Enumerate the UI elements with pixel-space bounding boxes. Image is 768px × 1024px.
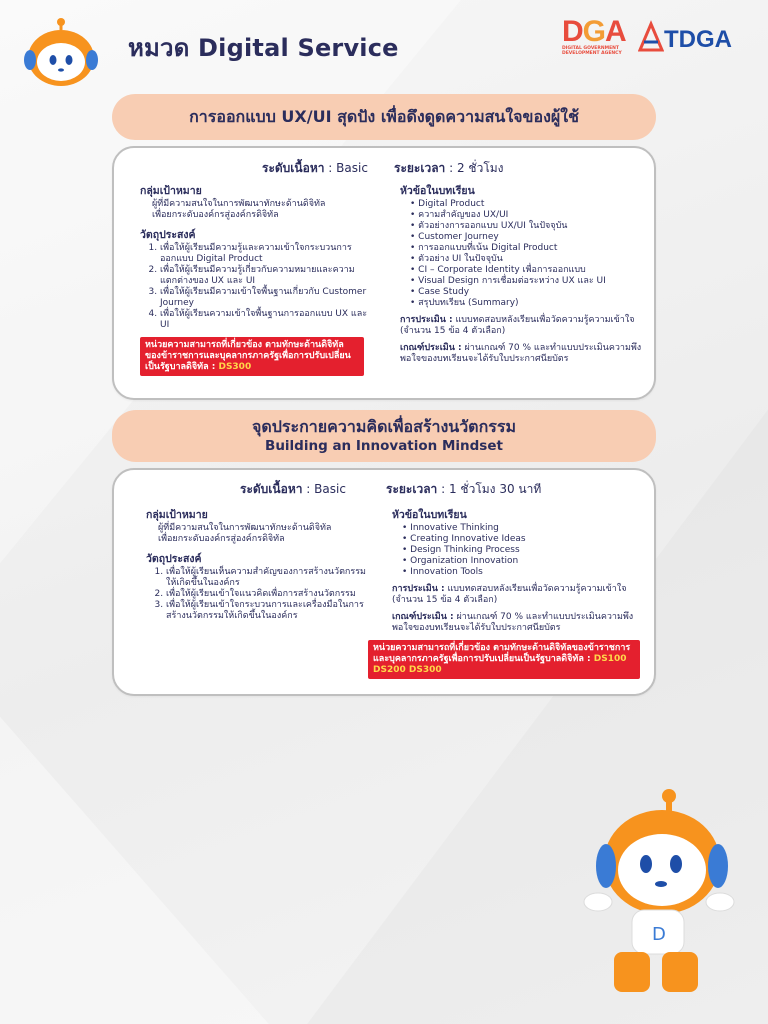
competency-codes: DS300 bbox=[218, 362, 252, 372]
tdga-logo: TDGA bbox=[638, 18, 748, 64]
competency-note: หน่วยความสามารถที่เกี่ยวข้อง ตามทักษะด้านดิจิทัลของข้าราชการและบุคลากรภาครัฐเพื่อการปรับเปลี่ยนเป็นรัฐบาลดิจิทัล : DS300 bbox=[140, 337, 364, 376]
objective-item: 3. เพื่อให้ผู้เรียนเข้าใจกระบวนการและเครื่องมือในการสร้างนวัตกรรมให้เกิดขึ้นในองค์กร bbox=[166, 600, 374, 622]
target-heading: กลุ่มเป้าหมาย bbox=[146, 509, 208, 521]
topic-item: • Creating Innovative Ideas bbox=[402, 534, 642, 545]
evaluation-text: การประเมิน : แบบทดสอบหลังเรียนเพื่อวัดความรู้ความเข้าใจ (จำนวน 15 ข้อ 4 ตัวเลือก) bbox=[400, 315, 635, 336]
topic-item: • ตัวอย่าง UI ในปัจจุบัน bbox=[410, 254, 644, 265]
dga-logo: DGA DIGITAL GOVERNMENT DEVELOPMENT AGENCY bbox=[562, 15, 626, 56]
left-column bbox=[140, 182, 368, 376]
target-line: เพื่อยกระดับองค์กรสู่องค์กรดิจิทัล bbox=[158, 534, 285, 544]
objectives-heading: วัตถุประสงค์ bbox=[140, 229, 196, 241]
course-subtitle: Building an Innovation Mindset bbox=[265, 438, 503, 454]
topic-item: • CI – Corporate Identity เพื่อการออกแบบ bbox=[410, 265, 644, 276]
topics-list bbox=[392, 523, 642, 578]
page-title: หมวด Digital Service bbox=[128, 34, 399, 62]
topics-list bbox=[400, 199, 644, 309]
svg-text:D: D bbox=[652, 924, 666, 945]
duration-meta: ระยะเวลา : 1 ชั่วโมง 30 นาที bbox=[386, 482, 542, 496]
evaluation-text: การประเมิน : แบบทดสอบหลังเรียนเพื่อวัดความรู้ความเข้าใจ (จำนวน 15 ข้อ 4 ตัวเลือก) bbox=[392, 584, 627, 605]
competency-note: หน่วยความสามารถที่เกี่ยวข้อง ตามทักษะด้านดิจิทัลของข้าราชการและบุคลากรภาครัฐเพื่อการปรับเปลี่ยนเป็นรัฐบาลดิจิทัล : DS100 DS200 DS300 bbox=[368, 640, 640, 679]
topic-item: • Innovation Tools bbox=[402, 567, 642, 578]
topics-heading: หัวข้อในบทเรียน bbox=[392, 509, 467, 521]
target-line: เพื่อยกระดับองค์กรสู่องค์กรดิจิทัล bbox=[152, 210, 279, 220]
objective-item: 4. เพื่อให้ผู้เรียนความเข้าใจพื้นฐานการออกแบบ UX และ UI bbox=[160, 309, 368, 331]
level-meta: ระดับเนื้อหา : Basic bbox=[240, 482, 346, 496]
course-title-banner bbox=[112, 410, 656, 462]
topic-item: • Visual Design การเชื่อมต่อระหว่าง UX และ UI bbox=[410, 276, 644, 287]
objectives-heading: วัตถุประสงค์ bbox=[146, 553, 202, 565]
target-heading: กลุ่มเป้าหมาย bbox=[140, 185, 202, 197]
course-title: จุดประกายความคิดเพื่อสร้างนวัตกรรม bbox=[252, 417, 516, 436]
left-column bbox=[146, 506, 374, 622]
objective-item: 1. เพื่อให้ผู้เรียนมีความรู้และความเข้าใจกระบวนการออกแบบ Digital Product bbox=[160, 243, 368, 265]
topic-item: • Organization Innovation bbox=[402, 556, 642, 567]
topic-item: • Digital Product bbox=[410, 199, 644, 210]
criteria-text: เกณฑ์ประเมิน : ผ่านเกณฑ์ 70 % และทำแบบประเมินความพึงพอใจของบทเรียนจะได้รับใบประกาศนียบัตร bbox=[392, 612, 634, 633]
course-title: การออกแบบ UX/UI สุดปัง เพื่อดึงดูดความสนใจของผู้ใช้ bbox=[189, 107, 579, 126]
course-card bbox=[112, 468, 656, 696]
topics-heading: หัวข้อในบทเรียน bbox=[400, 185, 475, 197]
topic-item: • Design Thinking Process bbox=[402, 545, 642, 556]
topic-item: • Case Study bbox=[410, 287, 644, 298]
objective-item: 3. เพื่อให้ผู้เรียนมีความเข้าใจพื้นฐานเกี่ยวกับ Customer Journey bbox=[160, 287, 368, 309]
objectives-list bbox=[146, 567, 374, 622]
criteria-text: เกณฑ์ประเมิน : ผ่านเกณฑ์ 70 % และทำแบบประเมินความพึงพอใจของบทเรียนจะได้รับใบประกาศนียบัตร bbox=[400, 343, 642, 364]
right-column bbox=[392, 506, 642, 634]
objective-item: 1. เพื่อให้ผู้เรียนเห็นความสำคัญของการสร้างนวัตกรรมให้เกิดขึ้นในองค์กร bbox=[166, 567, 374, 589]
objective-item: 2. เพื่อให้ผู้เรียนมีความรู้เกี่ยวกับความหมายและความแตกต่างของ UX และ UI bbox=[160, 265, 368, 287]
target-line: ผู้ที่มีความสนใจในการพัฒนาทักษะด้านดิจิทัล bbox=[158, 523, 332, 533]
topic-item: • Customer Journey bbox=[410, 232, 644, 243]
topic-item: • สรุปบทเรียน (Summary) bbox=[410, 298, 644, 309]
robot-mascot-icon bbox=[574, 786, 736, 1000]
target-line: ผู้ที่มีความสนใจในการพัฒนาทักษะด้านดิจิทัล bbox=[152, 199, 326, 209]
course-title-banner bbox=[112, 94, 656, 140]
topic-item: • ตัวอย่างการออกแบบ UX/UI ในปัจจุบัน bbox=[410, 221, 644, 232]
right-column bbox=[400, 182, 644, 365]
robot-mascot-icon bbox=[24, 16, 98, 88]
competency-codes: DS100 DS200 DS300 bbox=[373, 654, 627, 675]
objectives-list bbox=[140, 243, 368, 331]
course-card bbox=[112, 146, 656, 400]
duration-meta: ระยะเวลา : 2 ชั่วโมง bbox=[394, 161, 504, 175]
objective-item: 2. เพื่อให้ผู้เรียนเข้าใจแนวคิดเพื่อการสร้างนวัตกรรม bbox=[166, 589, 374, 600]
level-meta: ระดับเนื้อหา : Basic bbox=[262, 161, 368, 175]
topic-item: • ความสำคัญของ UX/UI bbox=[410, 210, 644, 221]
topic-item: • Innovative Thinking bbox=[402, 523, 642, 534]
topic-item: • การออกแบบที่เน้น Digital Product bbox=[410, 243, 644, 254]
tdga-mark-icon bbox=[638, 20, 664, 54]
